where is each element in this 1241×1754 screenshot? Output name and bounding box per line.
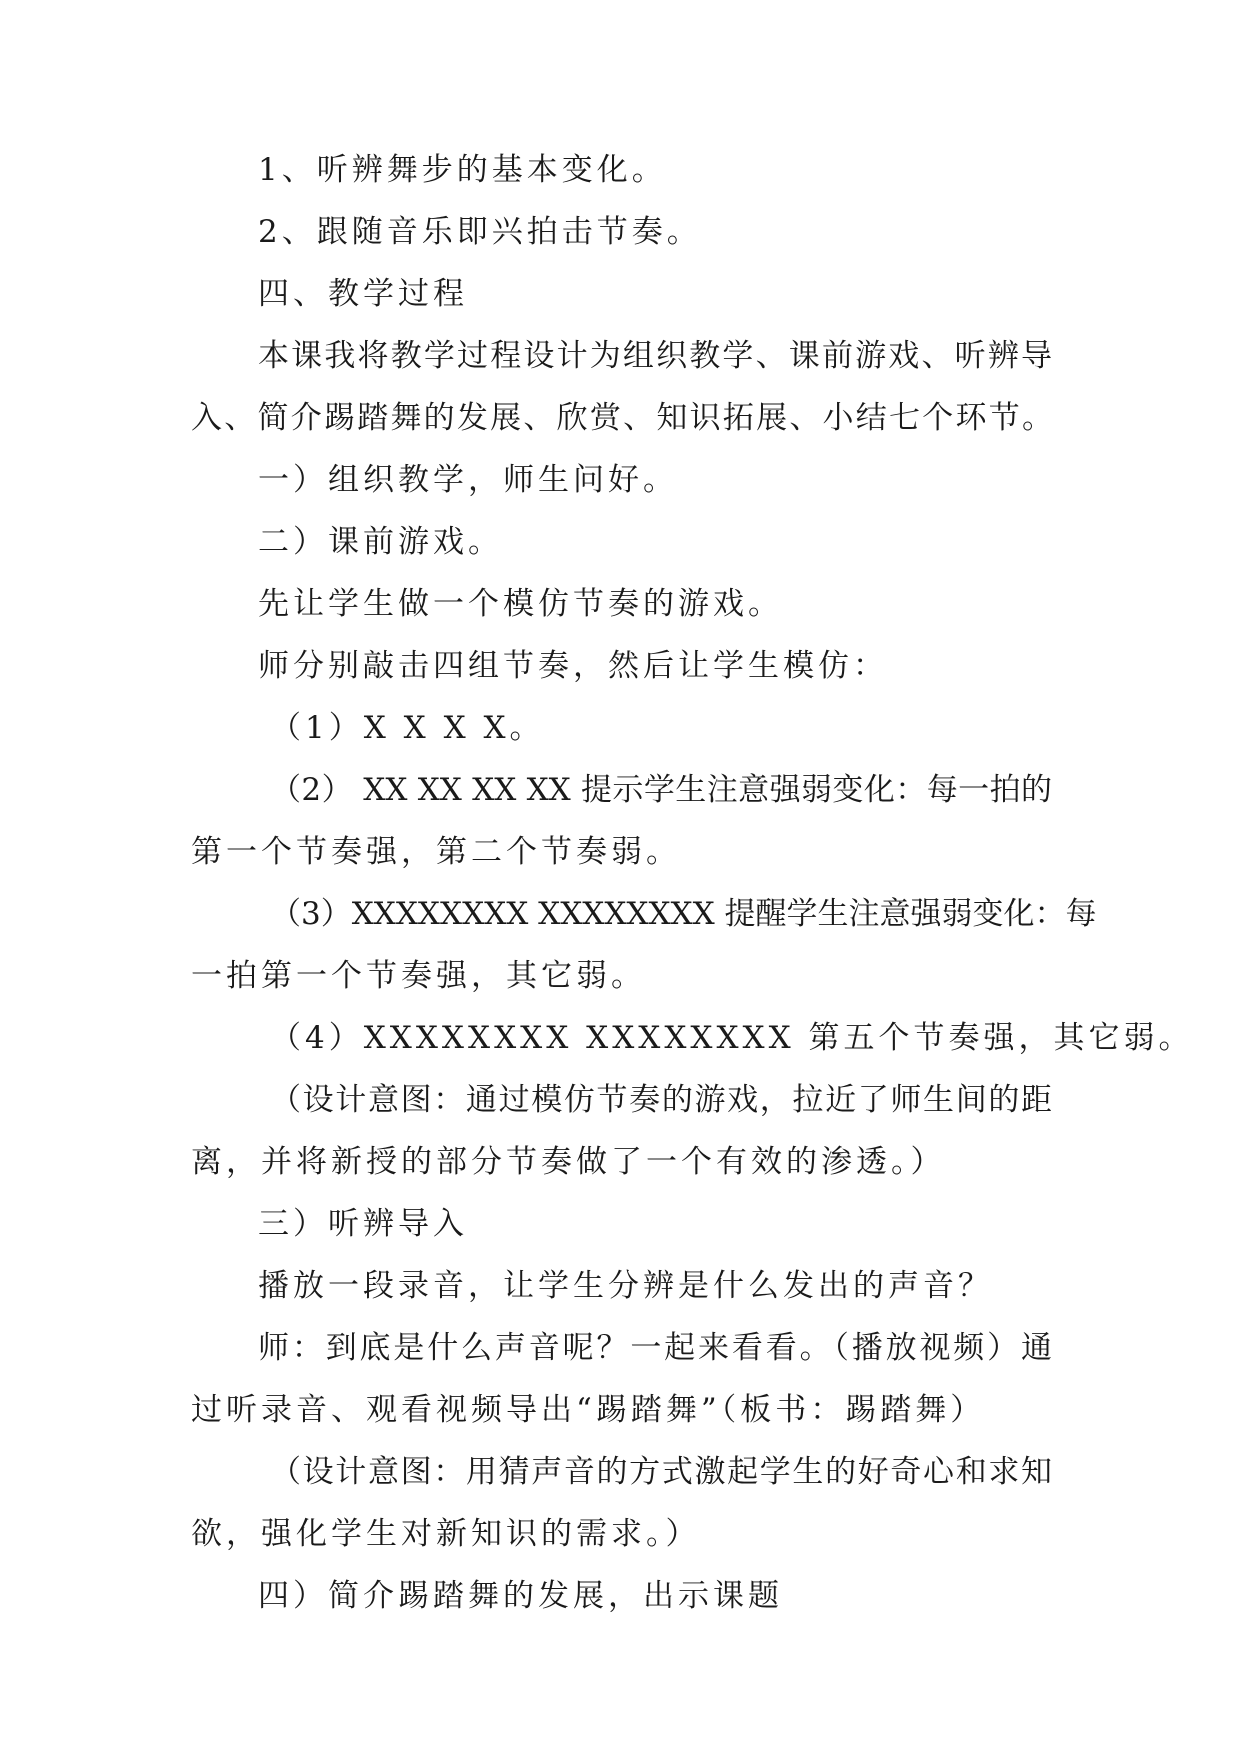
section-heading-teaching-process: 四、教学过程 [258, 276, 468, 312]
rhythm-3-line-1: （3）XXXXXXXX XXXXXXXX 提醒学生注意强弱变化：每 [270, 896, 1097, 932]
rhythm-2-line-2: 第一个节奏强，第二个节奏弱。 [191, 834, 681, 870]
game-instruction-text: 师分别敲击四组节奏，然后让学生模仿： [258, 648, 888, 684]
step-4-heading: 四）简介踢踏舞的发展，出示课题 [258, 1578, 783, 1614]
listening-intro-text: 播放一段录音，让学生分辨是什么发出的声音？ [258, 1268, 993, 1304]
rhythm-1: （1）X X X X。 [270, 710, 545, 746]
rhythm-3-line-2: 一拍第一个节奏强，其它弱。 [191, 958, 646, 994]
objective-2: 2、跟随音乐即兴拍击节奏。 [258, 214, 702, 250]
paragraph-overview-line-1: 本课我将教学过程设计为组织教学、课前游戏、听辨导 [258, 338, 1052, 374]
step-1-heading: 一）组织教学，师生问好。 [258, 462, 678, 498]
rhythm-4: （4）XXXXXXXX XXXXXXXX 第五个节奏强，其它弱。 [270, 1020, 1194, 1056]
paragraph-overview-line-2: 入、简介踢踏舞的发展、欣赏、知识拓展、小结七个环节。 [191, 400, 1053, 436]
design-intent-1-line-1: （设计意图：通过模仿节奏的游戏，拉近了师生间的距 [270, 1082, 1052, 1118]
teacher-dialogue-line-1: 师：到底是什么声音呢？一起来看看。（播放视频）通 [258, 1330, 1052, 1366]
step-3-heading: 三）听辨导入 [258, 1206, 468, 1242]
design-intent-2-line-1: （设计意图：用猜声音的方式激起学生的好奇心和求知 [270, 1454, 1052, 1490]
teacher-dialogue-line-2: 过听录音、观看视频导出“踢踏舞”（板书：踢踏舞） [191, 1392, 986, 1428]
rhythm-2-line-1: （2） XX XX XX XX 提示学生注意强弱变化：每一拍的 [270, 772, 1052, 808]
design-intent-2-line-2: 欲，强化学生对新知识的需求。） [191, 1516, 701, 1552]
design-intent-1-line-2: 离，并将新授的部分节奏做了一个有效的渗透。） [191, 1144, 946, 1180]
step-2-heading: 二）课前游戏。 [258, 524, 503, 560]
game-intro-text: 先让学生做一个模仿节奏的游戏。 [258, 586, 783, 622]
objective-1: 1、听辨舞步的基本变化。 [258, 152, 667, 188]
